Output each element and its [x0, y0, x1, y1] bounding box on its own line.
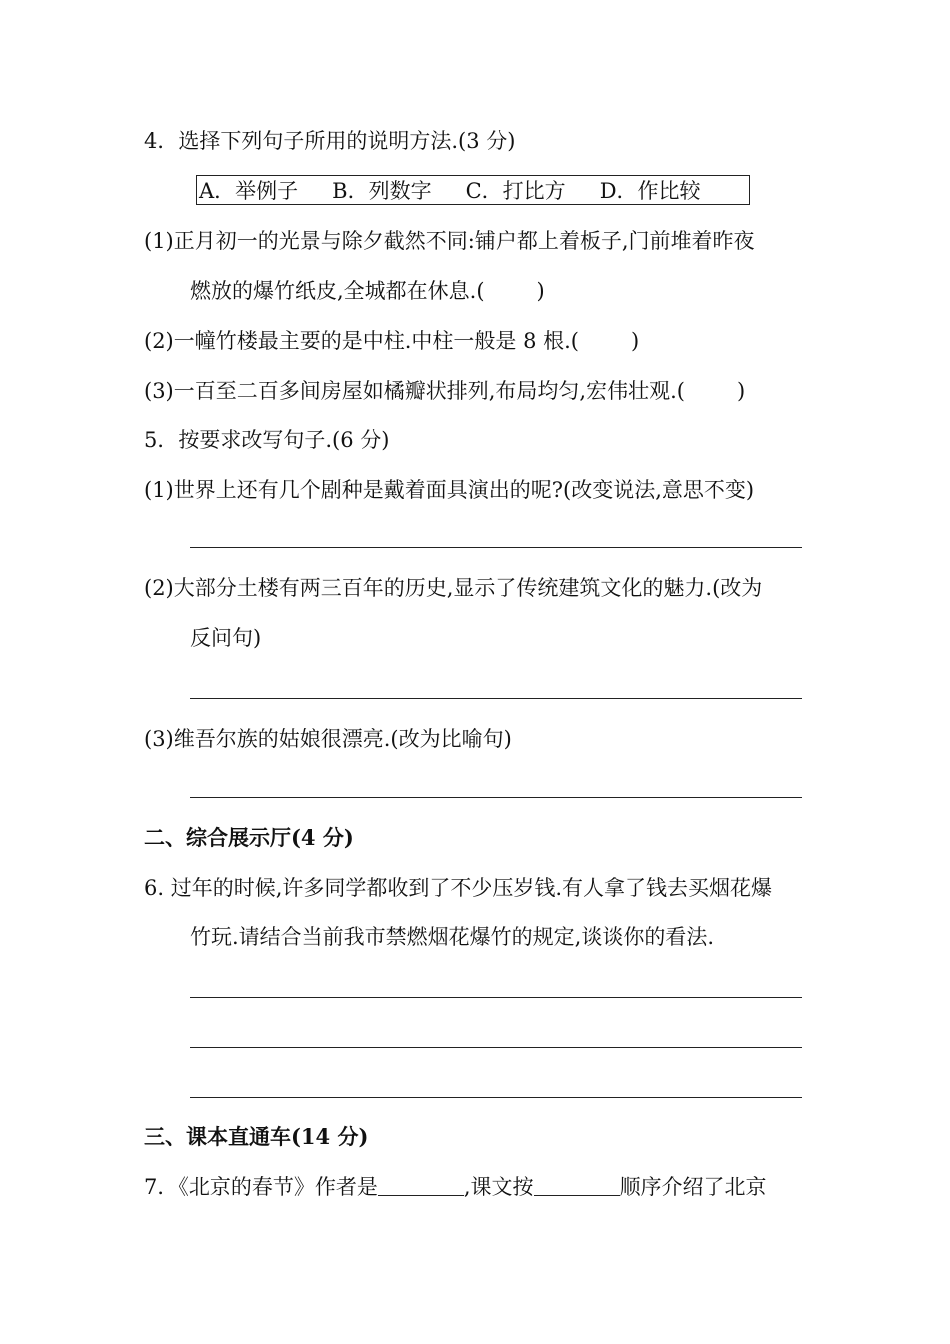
q5-item-1: (1)世界上还有几个剧种是戴着面具演出的呢?(改变说法,意思不变) [144, 478, 755, 502]
q6-answer-line-2[interactable] [190, 1047, 802, 1048]
q5-item-3-answer-line[interactable] [190, 797, 802, 798]
q4-item-1-line2 [190, 276, 545, 306]
q6-answer-line-3[interactable] [190, 1097, 802, 1098]
q7-line1 [144, 1172, 767, 1202]
q4-option-c: C．打比方 [465, 179, 566, 203]
q5-item-3: (3)维吾尔族的姑娘很漂亮.(改为比喻句) [144, 727, 512, 751]
q4-item-1-line1: (1)正月初一的光景与除夕截然不同:铺户都上着板子,门前堆着昨夜 [144, 229, 755, 253]
q4-item-2 [144, 326, 639, 356]
q7-order-blank[interactable] [534, 1173, 620, 1196]
q5-item-2-answer-line[interactable] [190, 698, 802, 699]
q7-text-1: 7．《北京的春节》作者是 [144, 1175, 378, 1199]
q4-item-3 [144, 376, 745, 406]
q4-options-box [196, 175, 750, 205]
q5-item-1-answer-line[interactable] [190, 547, 802, 548]
q7-author-blank[interactable] [378, 1173, 464, 1196]
section2-title: 二、综合展示厅(4 分) [144, 825, 354, 850]
q4-stem: 4．选择下列句子所用的说明方法.(3 分) [144, 129, 516, 153]
q7-text-2: ,课文按 [463, 1175, 534, 1199]
q4-option-d: D．作比较 [599, 179, 701, 203]
q4-item-3-text: (3)一百至二百多间房屋如橘瓣状排列,布局均匀,宏伟壮观.( [144, 379, 685, 403]
q5-stem: 5．按要求改写句子.(6 分) [144, 428, 390, 452]
q4-option-a: A．举例子 [199, 179, 299, 203]
q4-option-b: B．列数字 [332, 179, 432, 203]
q6-answer-line-1[interactable] [190, 997, 802, 998]
q6-line2: 竹玩.请结合当前我市禁燃烟花爆竹的规定,谈谈你的看法. [190, 925, 715, 949]
q4-item-1-text: 燃放的爆竹纸皮,全城都在休息.( [190, 279, 485, 303]
q4-item-2-text: (2)一幢竹楼最主要的是中柱.中柱一般是 8 根.( [144, 329, 579, 353]
q5-item-2-line1: (2)大部分土楼有两三百年的历史,显示了传统建筑文化的魅力.(改为 [144, 576, 763, 600]
q7-text-3: 顺序介绍了北京 [619, 1175, 767, 1199]
q4-item-2-close: ) [631, 329, 640, 353]
q4-item-1-close: ) [536, 279, 545, 303]
q4-item-3-close: ) [736, 379, 746, 403]
q5-item-2-line2: 反问句) [190, 626, 262, 650]
q6-line1: 6. 过年的时候,许多同学都收到了不少压岁钱.有人拿了钱去买烟花爆 [144, 876, 773, 900]
section3-title: 三、课本直通车(14 分) [144, 1124, 369, 1149]
